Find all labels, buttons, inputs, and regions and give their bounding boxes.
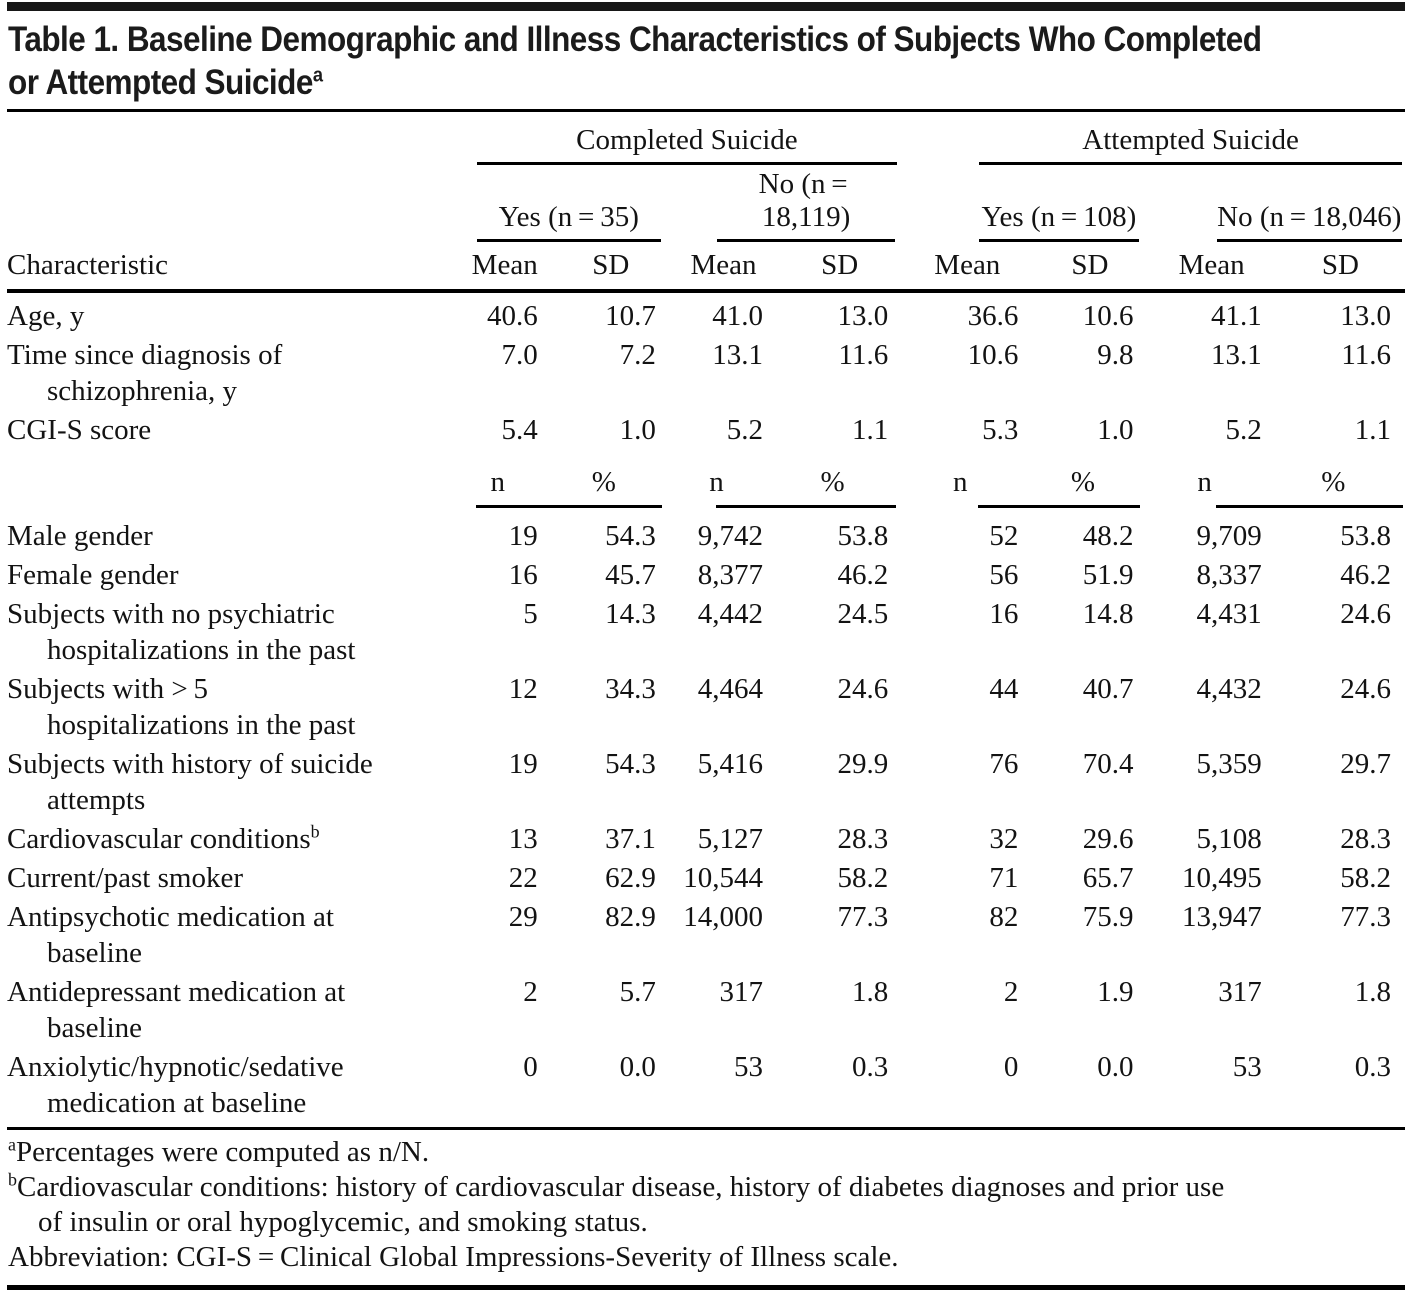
row-label: Male gender (7, 520, 153, 552)
table-row (7, 898, 1405, 973)
cell-value: 10.6 (1082, 300, 1134, 332)
count-header-underline-row (7, 501, 1405, 517)
cell-value: 1.0 (1097, 414, 1134, 446)
cell-value: 24.6 (1340, 598, 1391, 630)
stat-header-mean: Mean (458, 243, 552, 291)
cell-value: 56 (989, 559, 1019, 591)
count-header-pct: % (820, 466, 845, 498)
row-label-superscript: b (310, 821, 320, 842)
empty-header-cell (7, 114, 458, 166)
cell-value: 51.9 (1082, 559, 1134, 591)
cell-value: 32 (989, 823, 1019, 855)
title-divider-rule (7, 109, 1405, 112)
row-label: Subjects with history of suicide attempts (7, 748, 373, 816)
cell-value: 4,464 (697, 673, 764, 705)
table-row (7, 973, 1405, 1048)
count-header-pct: % (1070, 466, 1096, 498)
cell-value: 11.6 (838, 339, 889, 371)
cell-value: 1.8 (851, 976, 889, 1008)
cell-value: 9,709 (1196, 520, 1262, 552)
cell-value: 12 (508, 673, 538, 705)
cell-value: 5.2 (726, 414, 764, 446)
row-label: Current/past smoker (7, 862, 243, 894)
cell-value: 10.6 (967, 339, 1019, 371)
underline-cell (1148, 501, 1405, 517)
subgroup-header-completed-yes: Yes (n = 35) (458, 166, 670, 243)
table-row (7, 859, 1405, 898)
cell-value: 52 (989, 520, 1019, 552)
cell-value: 77.3 (1340, 901, 1391, 933)
cell-value: 5.2 (1225, 414, 1262, 446)
table-row (7, 745, 1405, 820)
stat-header-row (7, 243, 1405, 291)
row-label: Subjects with > 5 hospitalizations in the past (7, 673, 356, 741)
cell-value: 19 (508, 748, 538, 780)
table-row (7, 1048, 1405, 1123)
cell-value: 48.2 (1082, 520, 1134, 552)
cell-value: 29.6 (1082, 823, 1134, 855)
cell-value: 9,742 (697, 520, 764, 552)
cell-value: 4,431 (1196, 598, 1262, 630)
footnote-superscript: a (8, 1134, 16, 1155)
count-header-pct: % (1321, 466, 1346, 498)
cell-value: 75.9 (1082, 901, 1134, 933)
stat-header-sd: SD (1032, 243, 1147, 291)
table-title-line1: Table 1. Baseline Demographic and Illness Characteristics of Subjects Who Completed (8, 20, 1262, 59)
cell-value: 53 (1232, 1051, 1262, 1083)
cell-value: 5.4 (501, 414, 538, 446)
subgroup-header-row (7, 166, 1405, 243)
subgroup-header-attempted-yes: Yes (n = 108) (902, 166, 1147, 243)
cell-value: 29.7 (1340, 748, 1391, 780)
cell-value: 53 (734, 1051, 764, 1083)
cell-value: 28.3 (1340, 823, 1391, 855)
cell-value: 10,544 (683, 862, 764, 894)
cell-value: 77.3 (837, 901, 889, 933)
cell-value: 0.0 (619, 1051, 656, 1083)
subgroup-header-attempted-no: No (n = 18,046) (1148, 166, 1405, 243)
cell-value: 13.0 (1340, 300, 1391, 332)
empty-header-cell (7, 166, 458, 243)
cell-value: 0 (523, 1051, 538, 1083)
cell-value: 54.3 (605, 520, 656, 552)
cell-value: 7.2 (619, 339, 656, 371)
table-row (7, 336, 1405, 411)
cell-value: 65.7 (1082, 862, 1134, 894)
cell-value: 70.4 (1082, 748, 1134, 780)
cell-value: 13 (508, 823, 538, 855)
cell-value: 2 (523, 976, 538, 1008)
subgroup-header-completed-no: No (n = 18,119) (670, 166, 902, 243)
empty-cell (7, 450, 458, 501)
cell-value: 46.2 (1340, 559, 1391, 591)
cell-value: 11.6 (1341, 339, 1391, 371)
cell-value: 36.6 (967, 300, 1019, 332)
cell-value: 40.6 (487, 300, 538, 332)
footnote-superscript: b (8, 1169, 17, 1190)
cell-value: 0 (1003, 1051, 1019, 1083)
count-header-row (7, 450, 1405, 501)
stat-header-mean: Mean (1148, 243, 1276, 291)
cell-value: 1.9 (1097, 976, 1134, 1008)
row-label: CGI-S score (7, 414, 152, 446)
stat-header-mean: Mean (670, 243, 777, 291)
cell-value: 7.0 (501, 339, 538, 371)
cell-value: 41.0 (712, 300, 764, 332)
table-title (8, 18, 1265, 104)
cell-value: 1.1 (1354, 414, 1391, 446)
footnote: $^a$Percentages were computed as n/N. (8, 1134, 430, 1168)
table-row (7, 820, 1405, 859)
cell-value: 46.2 (837, 559, 889, 591)
characteristic-header: Characteristic (7, 243, 458, 291)
cell-value: 41.1 (1210, 300, 1262, 332)
cell-value: 14.3 (605, 598, 656, 630)
cell-value: 10.7 (605, 300, 656, 332)
group-header-attempted: Attempted Suicide (902, 114, 1405, 166)
stat-header-sd: SD (1276, 243, 1405, 291)
cell-value: 19 (508, 520, 538, 552)
cell-value: 45.7 (605, 559, 656, 591)
footnotes (7, 1130, 1405, 1283)
cell-value: 2 (1003, 976, 1019, 1008)
cell-value: 317 (1218, 976, 1262, 1008)
count-header-n: n (709, 466, 724, 498)
table-row (7, 670, 1405, 745)
cell-value: 0.3 (1354, 1051, 1391, 1083)
cell-value: 14.8 (1082, 598, 1134, 630)
cell-value: 0.0 (1097, 1051, 1134, 1083)
row-label: Anxiolytic/hypnotic/sedative medication at baseline (7, 1051, 344, 1119)
row-label: Antipsychotic medication at baseline (7, 901, 334, 969)
footnote: $^b$Cardiovascular conditions: history of cardiovascular disease, history of diabetes diagnoses and prior use of insulin or oral hypoglycemic, and smoking status. (8, 1169, 1225, 1238)
column-group-header-row (7, 114, 1405, 166)
underline-cell (670, 501, 902, 517)
stat-header-mean: Mean (902, 243, 1032, 291)
cell-value: 5.7 (619, 976, 656, 1008)
stat-header-sd: SD (552, 243, 670, 291)
cell-value: 16 (989, 598, 1019, 630)
cell-value: 8,377 (697, 559, 764, 591)
group-header-completed: Completed Suicide (458, 114, 903, 166)
cell-value: 24.6 (1340, 673, 1391, 705)
cell-value: 1.8 (1354, 976, 1391, 1008)
cell-value: 13.0 (837, 300, 889, 332)
cell-value: 58.2 (837, 862, 889, 894)
count-header-pct: % (591, 466, 616, 498)
cell-value: 13,947 (1181, 901, 1262, 933)
cell-value: 62.9 (605, 862, 656, 894)
cell-value: 13.1 (712, 339, 764, 371)
cell-value: 5,127 (697, 823, 764, 855)
cell-value: 34.3 (605, 673, 656, 705)
cell-value: 5 (523, 598, 538, 630)
cell-value: 58.2 (1340, 862, 1391, 894)
cell-value: 40.7 (1082, 673, 1134, 705)
cell-value: 71 (989, 862, 1019, 894)
cell-value: 82.9 (605, 901, 656, 933)
cell-value: 22 (508, 862, 538, 894)
cell-value: 29.9 (837, 748, 889, 780)
cell-value: 14,000 (683, 901, 764, 933)
bottom-rule-bar (7, 1285, 1405, 1290)
stat-header-sd: SD (777, 243, 902, 291)
cell-value: 28.3 (837, 823, 889, 855)
cell-value: 5,359 (1196, 748, 1262, 780)
table-title-line2: or Attempted Suicide$^a$ (8, 63, 323, 102)
demographics-table (7, 114, 1405, 1123)
table-row (7, 411, 1405, 450)
cell-value: 76 (989, 748, 1019, 780)
cell-value: 317 (719, 976, 764, 1008)
row-label: Antidepressant medication at baseline (7, 976, 346, 1044)
cell-value: 5,416 (697, 748, 764, 780)
cell-value: 44 (989, 673, 1019, 705)
cell-value: 29 (508, 901, 538, 933)
cell-value: 8,337 (1196, 559, 1262, 591)
cell-value: 1.1 (851, 414, 889, 446)
cell-value: 13.1 (1210, 339, 1262, 371)
table-row (7, 556, 1405, 595)
table-row (7, 595, 1405, 670)
cell-value: 4,432 (1196, 673, 1262, 705)
row-label: Subjects with no psychiatric hospitalizations in the past (7, 598, 356, 666)
cell-value: 4,442 (697, 598, 764, 630)
cell-value: 5.3 (982, 414, 1019, 446)
cell-value: 37.1 (605, 823, 656, 855)
cell-value: 5,108 (1196, 823, 1262, 855)
cell-value: 16 (508, 559, 538, 591)
empty-cell (7, 501, 458, 517)
row-label: Time since diagnosis of schizophrenia, y (7, 339, 283, 407)
footnote: Abbreviation: CGI-S = Clinical Global Impressions-Severity of Illness scale. (8, 1241, 899, 1273)
top-rule-bar (7, 2, 1405, 11)
table-row (7, 517, 1405, 556)
underline-cell (902, 501, 1147, 517)
title-superscript: a (312, 64, 323, 87)
cell-value: 0.3 (851, 1051, 889, 1083)
count-header-n: n (490, 466, 505, 498)
paper-table-figure (0, 2, 1412, 1290)
row-label: Cardiovascular conditions$^b$ (7, 821, 320, 855)
row-label: Age, y (7, 300, 85, 332)
cell-value: 24.6 (837, 673, 889, 705)
underline-cell (458, 501, 670, 517)
cell-value: 53.8 (837, 520, 889, 552)
cell-value: 10,495 (1181, 862, 1262, 894)
table-row (7, 291, 1405, 336)
cell-value: 82 (989, 901, 1019, 933)
cell-value: 1.0 (619, 414, 656, 446)
count-header-n: n (1197, 466, 1212, 498)
cell-value: 54.3 (605, 748, 656, 780)
count-header-n: n (953, 466, 968, 498)
cell-value: 24.5 (837, 598, 889, 630)
cell-value: 53.8 (1340, 520, 1391, 552)
cell-value: 9.8 (1097, 339, 1134, 371)
row-label: Female gender (7, 559, 179, 591)
